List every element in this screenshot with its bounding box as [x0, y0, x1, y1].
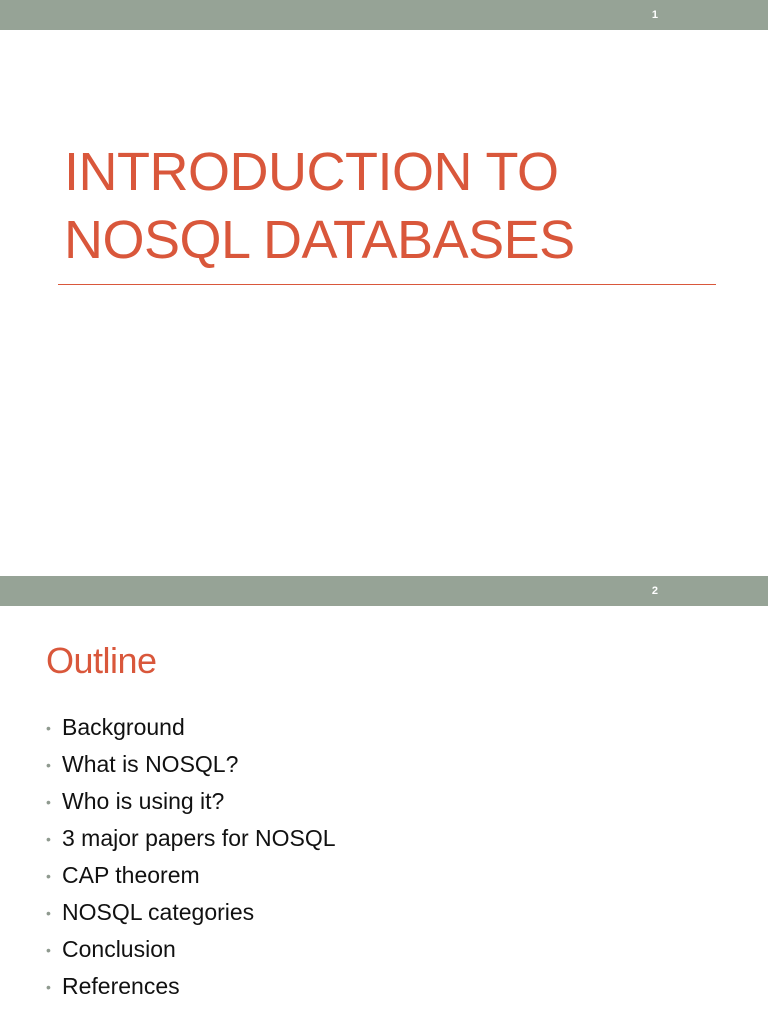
slide-title-line-1: INTRODUCTION TO [64, 142, 559, 202]
list-item [46, 751, 336, 788]
title-divider [58, 284, 716, 285]
bullet-icon: • [46, 720, 51, 736]
slide-title [64, 138, 724, 274]
bullet-icon: • [46, 831, 51, 847]
list-item [46, 825, 336, 862]
bullet-icon: • [46, 868, 51, 884]
slide-number: 2 [651, 585, 658, 597]
slide-title-line-2: NOSQL DATABASES [64, 210, 575, 270]
slide-header-bar [0, 576, 768, 606]
list-item-label: CAP theorem [62, 862, 200, 888]
outline-heading: Outline [46, 640, 157, 681]
list-item-label: NOSQL categories [62, 899, 255, 925]
slide-2 [0, 576, 768, 1024]
bullet-icon: • [46, 757, 51, 773]
list-item [46, 714, 336, 751]
list-item-label: Conclusion [62, 936, 176, 962]
list-item [46, 936, 336, 973]
list-item-label: What is NOSQL? [62, 751, 239, 777]
slide-number: 1 [651, 9, 658, 21]
slide-header-bar [0, 0, 768, 30]
list-item [46, 788, 336, 825]
bullet-icon: • [46, 979, 51, 995]
list-item [46, 899, 336, 936]
list-item-label: 3 major papers for NOSQL [62, 825, 336, 851]
bullet-icon: • [46, 794, 51, 810]
list-item-label: Background [62, 714, 185, 740]
outline-list [46, 714, 336, 1010]
list-item-label: References [62, 973, 180, 999]
list-item [46, 973, 336, 1010]
bullet-icon: • [46, 905, 51, 921]
list-item [46, 862, 336, 899]
list-item-label: Who is using it? [62, 788, 225, 814]
bullet-icon: • [46, 942, 51, 958]
